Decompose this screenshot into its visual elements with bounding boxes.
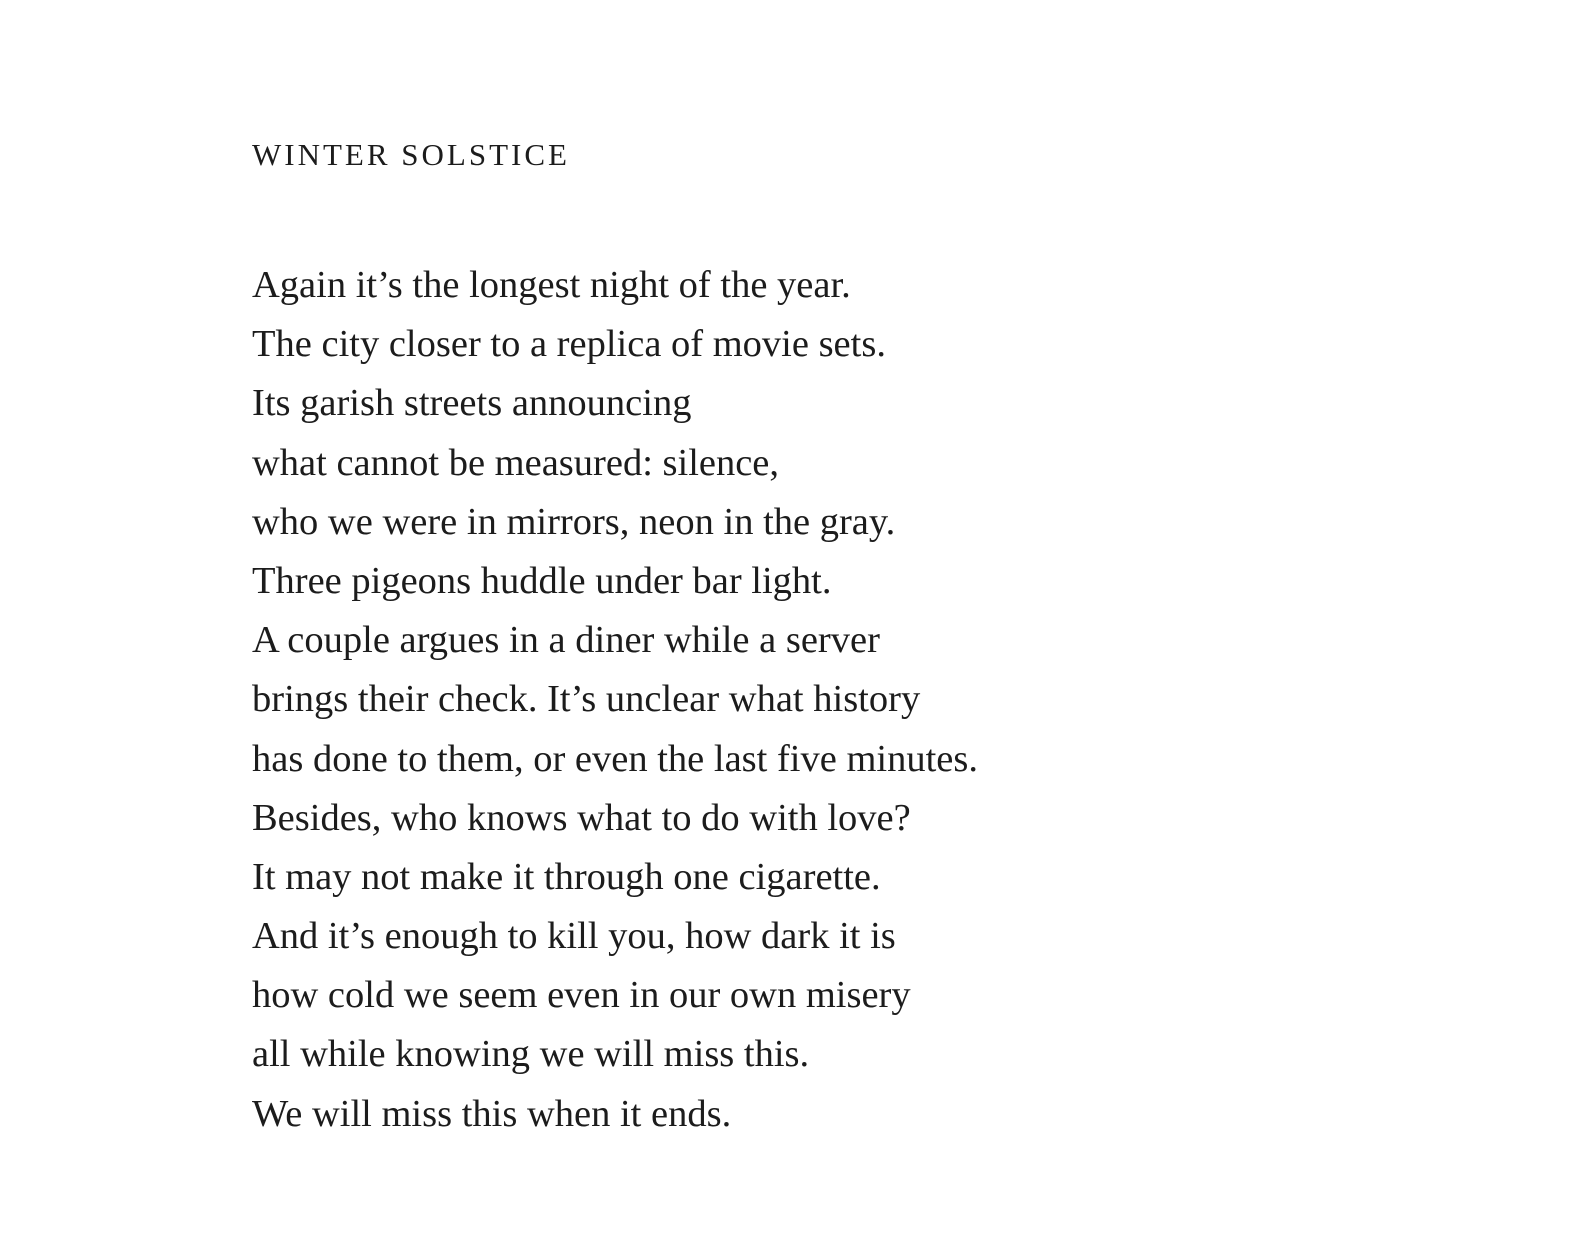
poem-line: all while knowing we will miss this. (252, 1033, 810, 1076)
poem-line: And it’s enough to kill you, how dark it is (252, 915, 896, 958)
poem-line: Besides, who knows what to do with love? (252, 796, 911, 839)
poem-line: Its garish streets announcing (252, 382, 692, 425)
poem-line: has done to them, or even the last five minutes. (252, 737, 978, 780)
poem-line: Again it’s the longest night of the year. (252, 264, 851, 306)
poem-line: who we were in mirrors, neon in the gray. (252, 500, 896, 543)
poem-line: It may not make it through one cigarette. (252, 855, 881, 898)
poem-title: WINTER SOLSTICE (252, 137, 570, 172)
poem-line: how cold we seem even in our own misery (252, 974, 911, 1017)
poem-body (252, 256, 978, 1144)
poem-line: The city closer to a replica of movie sets. (252, 323, 886, 366)
poem-line: We will miss this when it ends. (252, 1092, 732, 1135)
poem-line: A couple argues in a diner while a server (252, 619, 880, 662)
poem-line: brings their check. It’s unclear what history (252, 678, 921, 721)
poem-line: what cannot be measured: silence, (252, 441, 780, 484)
poem-line: Three pigeons huddle under bar light. (252, 559, 832, 602)
